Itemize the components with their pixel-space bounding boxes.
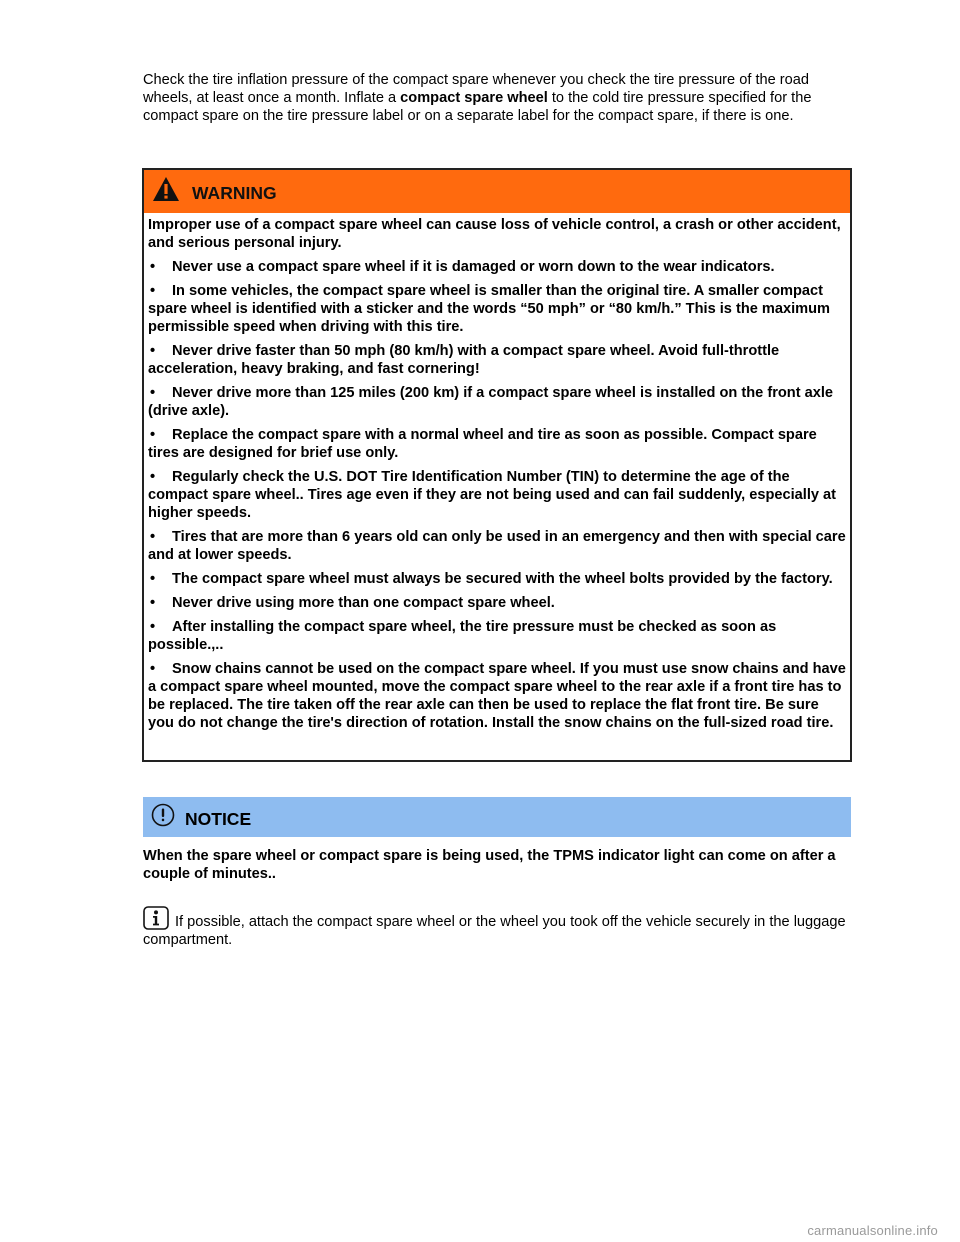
intro-bold-term: compact spare wheel (400, 90, 548, 106)
warning-item-text: Tires that are more than 6 years old can only be used in an emergency and then with special care and at lower speeds. (148, 529, 846, 563)
warning-header (144, 170, 850, 213)
bullet-icon: • (150, 619, 156, 635)
warning-item-text: After installing the compact spare wheel, the tire pressure must be checked as soon as possible.,.. (148, 619, 777, 653)
warning-item-text: Replace the compact spare with a normal wheel and tire as soon as possible. Compact spare tires are designed for brief use only. (148, 427, 817, 461)
watermark: carmanualsonline.info (807, 1223, 938, 1238)
warning-body (144, 213, 850, 732)
notice-title: NOTICE (185, 808, 252, 829)
warning-lead: Improper use of a compact spare wheel can cause loss of vehicle control, a crash or other accident, and serious personal injury. (148, 217, 841, 251)
warning-item (148, 468, 846, 522)
warning-item (148, 618, 846, 654)
warning-item (148, 570, 846, 588)
warning-list (148, 258, 846, 732)
warning-item (148, 528, 846, 564)
intro-paragraph (143, 71, 855, 125)
warning-item-text: Never drive more than 125 miles (200 km) if a compact spare wheel is installed on the front axle (drive axle). (148, 385, 834, 419)
bullet-icon: • (150, 385, 156, 401)
bullet-icon: • (150, 427, 156, 443)
notice-text: When the spare wheel or compact spare is being used, the TPMS indicator light can come on after a couple of minutes.. (143, 848, 836, 882)
warning-item (148, 426, 846, 462)
bullet-icon: • (150, 595, 156, 611)
bullet-icon: • (150, 661, 156, 677)
notice-header (143, 797, 851, 837)
notice-exclamation-icon (151, 803, 175, 827)
info-paragraph (143, 906, 855, 949)
bullet-icon: • (150, 283, 156, 299)
warning-title: WARNING (192, 183, 277, 203)
bullet-icon: • (150, 529, 156, 545)
warning-item (148, 282, 846, 336)
bullet-icon: • (150, 259, 156, 275)
intro-text-2: to the cold tire pressure specified for the compact spare on the tire pressure label or on a separate label for the compact spare, if there is one. (143, 90, 812, 124)
warning-item-text: Snow chains cannot be used on the compact spare wheel. If you must use snow chains and have a compact spare wheel mounted, move the compact spare wheel to the rear axle if a front tire has to be replaced. The tire taken off the rear axle can then be used to replace the flat front tire. Be sure you do not change the tire's direction of rotation. Install the snow chains on the full-sized road tire. (148, 661, 846, 731)
bullet-icon: • (150, 571, 156, 587)
intro-text-1: Check the tire inflation pressure of the compact spare whenever you check the tire pressure of the road wheels, at least once a month. Inflate a (143, 72, 809, 106)
warning-item-text: Never drive faster than 50 mph (80 km/h) with a compact spare wheel. Avoid full-throttle acceleration, heavy braking, and fast cornering! (148, 343, 780, 377)
warning-item-text: In some vehicles, the compact spare wheel is smaller than the original tire. A smaller compact spare wheel is identified with a sticker and the words “50 mph” or “80 km/h.” This is the maximum permissible speed when driving with this tire. (148, 283, 831, 335)
warning-item-text: The compact spare wheel must always be secured with the wheel bolts provided by the factory. (172, 571, 833, 587)
bullet-icon: • (150, 343, 156, 359)
warning-item (148, 660, 846, 732)
warning-box (142, 168, 852, 762)
warning-item (148, 594, 846, 612)
warning-triangle-icon (152, 176, 180, 202)
warning-item-text: Regularly check the U.S. DOT Tire Identification Number (TIN) to determine the age of the compact spare wheel.. Tires age even if they are not being used and can fail suddenly, especially at higher speeds. (148, 469, 837, 521)
warning-item (148, 258, 846, 276)
info-icon (143, 906, 169, 930)
warning-item (148, 384, 846, 420)
warning-item (148, 342, 846, 378)
warning-item-text: Never use a compact spare wheel if it is damaged or worn down to the wear indicators. (172, 259, 775, 275)
warning-item-text: Never drive using more than one compact spare wheel. (172, 595, 555, 611)
bullet-icon: • (150, 469, 156, 485)
info-text: If possible, attach the compact spare wheel or the wheel you took off the vehicle securely in the luggage compartment. (143, 914, 846, 948)
